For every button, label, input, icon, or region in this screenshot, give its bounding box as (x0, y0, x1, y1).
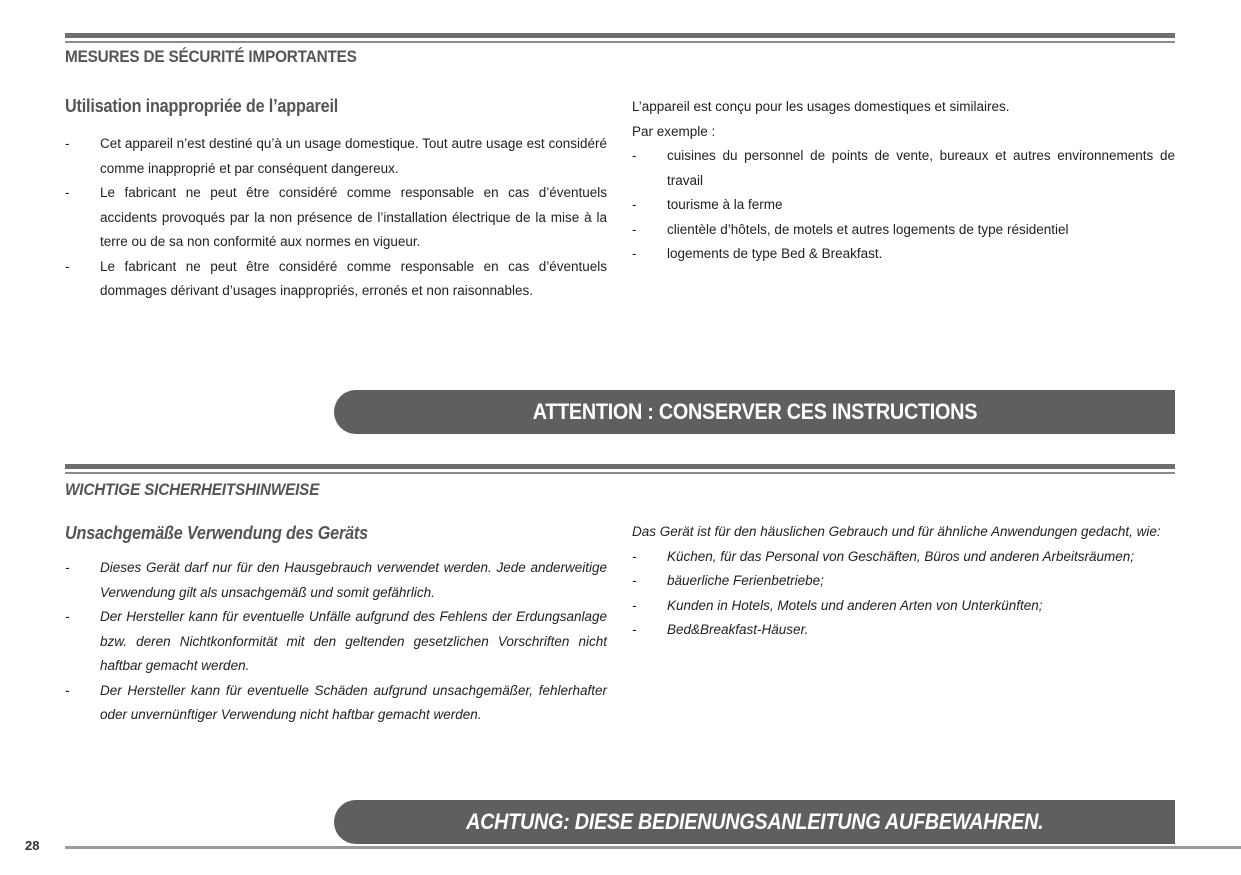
intro-text: Par exemple : (632, 123, 716, 139)
page-number: 28 (25, 838, 40, 853)
list-item: - Der Hersteller kann für eventuelle Schäden aufgrund unsachgemäßer, fehlerhafter oder unvernünftiger Verwendung nicht haftbar gemacht werden. (65, 679, 607, 728)
bullet-dash: - (65, 258, 70, 274)
right-column-de (632, 520, 1175, 643)
bullet-dash: - (632, 622, 637, 637)
list-item: - Le fabricant ne peut être considéré comme responsable en cas d’éventuels accidents provoqués par la non présence de l’installation électrique de la mise à la terre ou de sa non conformité aux normes en vigueur. (65, 181, 607, 255)
section-rule-thick (65, 33, 1175, 38)
list-item: - Der Hersteller kann für eventuelle Unfälle aufgrund des Fehlens der Erdungsanlage bzw. deren Nichtkonformität mit den geltenden gesetzlichen Vorschriften nicht haftbar gemacht werden. (65, 605, 607, 679)
left-column-de (65, 556, 607, 728)
list-item: - tourisme à la ferme (632, 193, 1175, 218)
list-item: - Kunden in Hotels, Motels und anderen Arten von Unterkünften; (632, 594, 1175, 619)
bullet-dash: - (632, 148, 637, 163)
list-item: - Dieses Gerät darf nur für den Hausgebrauch verwendet werden. Jede anderweitige Verwendung gilt als unsachgemäß und somit gefährlich. (65, 556, 607, 605)
list-item: - Bed&Breakfast-Häuser. (632, 618, 1175, 643)
bullet-dash: - (632, 246, 637, 261)
list-item: - clientèle d’hôtels, de motels et autres logements de type résidentiel (632, 218, 1175, 243)
bullet-dash: - (65, 609, 70, 624)
list-item: - cuisines du personnel de points de vente, bureaux et autres environnements de travail (632, 144, 1175, 193)
bullet-dash: - (632, 197, 637, 212)
bullet-dash: - (632, 221, 637, 237)
subtitle-de: Unsachgemäße Verwendung des Geräts (65, 523, 368, 543)
left-column-fr (65, 132, 607, 304)
list-item: - Le fabricant ne peut être considéré comme responsable en cas d’éventuels dommages dérivant d’usages inappropriés, erronés et non raisonnables. (65, 255, 607, 304)
right-column-fr (632, 95, 1175, 267)
bullet-dash: - (65, 682, 70, 698)
list-item: - logements de type Bed & Breakfast. (632, 242, 1175, 267)
intro-text: L’appareil est conçu pour les usages domestiques et similaires. (632, 99, 1010, 114)
banner-text: ATTENTION : CONSERVER CES INSTRUCTIONS (532, 399, 977, 424)
bullet-dash: - (65, 560, 70, 575)
bullet-dash: - (65, 136, 70, 151)
section-rule-thin (65, 472, 1175, 474)
section-rule-thick (65, 464, 1175, 469)
section-title-fr: MESURES DE SÉCURITÉ IMPORTANTES (65, 47, 357, 66)
warning-banner-de (334, 800, 1175, 844)
banner-text: ACHTUNG: DIESE BEDIENUNGSANLEITUNG AUFBEWAHREN. (465, 809, 1044, 834)
warning-banner-fr (334, 390, 1175, 434)
footer-rule (65, 846, 1241, 849)
bullet-dash: - (632, 597, 637, 613)
bullet-dash: - (65, 185, 70, 200)
bullet-dash: - (632, 573, 637, 588)
list-item: - bäuerliche Ferienbetriebe; (632, 569, 1175, 594)
bullet-dash: - (632, 548, 637, 564)
list-item: - Cet appareil n’est destiné qu’à un usage domestique. Tout autre usage est considéré comme inapproprié et par conséquent dangereux. (65, 132, 607, 181)
section-rule-thin (65, 41, 1175, 43)
intro-text: Das Gerät ist für den häuslichen Gebrauch und für ähnliche Anwendungen gedacht, wie: (632, 524, 1161, 539)
section-title-de: WICHTIGE SICHERHEITSHINWEISE (65, 480, 320, 499)
subtitle-fr: Utilisation inappropriée de l’appareil (65, 96, 339, 116)
list-item: - Küchen, für das Personal von Geschäften, Büros und anderen Arbeitsräumen; (632, 545, 1175, 570)
